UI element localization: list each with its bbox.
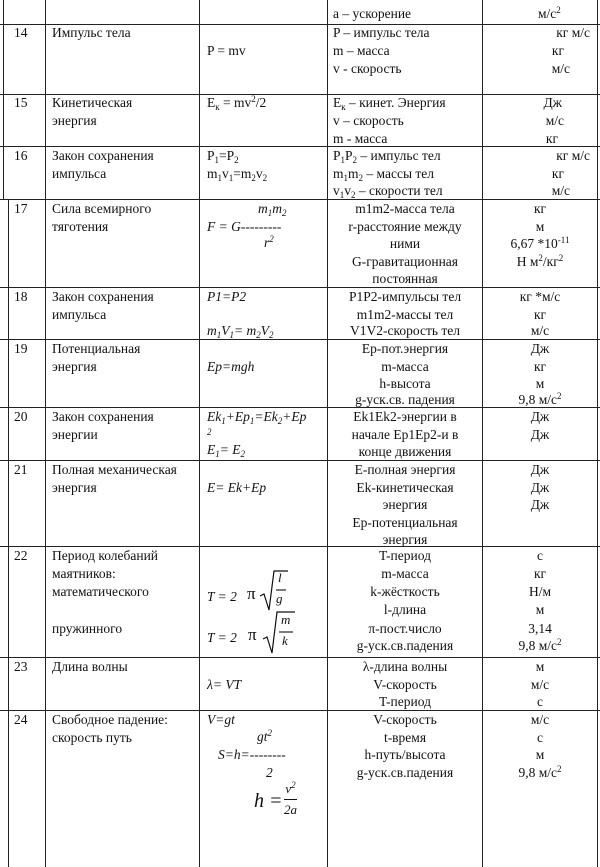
quantity-name: тяготения: [52, 219, 109, 234]
unit-text: 3,14: [528, 621, 552, 636]
var-text: P1P2-импульсы тел: [348, 289, 462, 304]
pi-symbol: π: [247, 584, 256, 603]
row-number: 21: [14, 462, 28, 477]
unit-text: м/с: [545, 113, 564, 128]
unit-text: кг: [551, 43, 564, 58]
unit-text: кг: [533, 566, 547, 581]
var-text: Ep-пот.энергия: [361, 341, 449, 356]
unit-text: м: [535, 376, 545, 391]
quantity-name: энергия: [52, 359, 97, 374]
var-text: h-путь/высота: [364, 747, 446, 762]
var-text: $P_1P_2$ – импульс тел: [333, 148, 441, 165]
formula-subscript: 2: [207, 427, 212, 437]
unit-text: с: [537, 548, 543, 563]
var-text: v - скорость: [333, 61, 402, 76]
unit-text: м/с: [551, 183, 570, 198]
var-text: h-высота: [379, 376, 431, 391]
var-text: P – импульс тела: [333, 25, 430, 40]
formula-text: V=gt: [207, 712, 235, 727]
formula-denominator: 2: [266, 765, 273, 780]
formula-denominator: $r^2$: [264, 234, 274, 250]
sqrt-sign: [262, 609, 296, 655]
quantity-name: маятников:: [52, 566, 116, 581]
var-text: Ep-потенциальная: [352, 515, 458, 530]
var-text: m - масса: [333, 131, 388, 146]
unit-text: Н/м: [528, 584, 552, 599]
quantity-name: Потенциальная: [52, 341, 141, 356]
sqrt-numerator: m: [281, 612, 291, 627]
var-text: π-пост.число: [368, 621, 442, 636]
var-text: g-уск.св. падения: [355, 392, 455, 407]
formula-text: P1=P2: [207, 289, 247, 304]
sqrt-denominator: k: [282, 633, 288, 648]
unit-text: Дж: [530, 480, 550, 495]
row-number: 14: [14, 25, 28, 40]
formula-text: Ep=mgh: [207, 359, 255, 374]
unit-text: 9,8 $м/с^2$: [518, 637, 562, 653]
unit-text: кг: [551, 166, 564, 181]
var-text: V-скорость: [373, 677, 437, 692]
var-text: E-полная энергия: [354, 462, 456, 477]
formula-text: S=h=--------: [218, 747, 286, 762]
unit-text: м/с: [530, 323, 550, 338]
var-text: Ek-кинетическая: [356, 480, 454, 495]
quantity-name: энергии: [52, 427, 98, 442]
unit-text: 9,8 $м/с^2$: [518, 764, 562, 780]
var-text: v – скорость: [333, 113, 404, 128]
unit-text: Н $м^2/кг^2$: [516, 253, 564, 269]
formula-text: $E_1= E_2$: [207, 442, 245, 459]
var-text: m-масса: [381, 566, 429, 581]
row-number: 15: [14, 95, 28, 110]
quantity-name: импульса: [52, 166, 107, 181]
var-text: энергия: [382, 532, 428, 547]
var-text: l-длина: [383, 602, 427, 617]
unit-text: 9,8 $м/с^2$: [518, 391, 562, 407]
quantity-name: Период колебаний: [52, 548, 159, 563]
sqrt-denominator: g: [276, 591, 283, 606]
row-number: 24: [14, 712, 28, 727]
quantity-name: Импульс тела: [52, 25, 131, 40]
var-text: Ek1Ek2-энергии в: [353, 409, 457, 424]
unit-text: кг м/с: [556, 25, 590, 40]
fraction-denominator: 2a: [284, 802, 297, 817]
formula-text: $P_1=P_2$: [207, 148, 239, 165]
var-text: t-время: [383, 730, 427, 745]
unit-text: $м/с^2$: [538, 5, 561, 21]
fraction-numerator: $v^2$: [285, 780, 296, 796]
var-text: m1m2-масса тела: [355, 201, 455, 216]
sqrt-numerator: l: [278, 570, 282, 585]
quantity-name: импульса: [52, 307, 107, 322]
unit-text: Дж: [530, 497, 550, 512]
quantity-name: Закон сохранения: [52, 148, 154, 163]
row-number: 17: [14, 201, 28, 216]
var-text: $E_к$ – кинет. Энергия: [333, 95, 446, 112]
unit-text: Дж: [530, 427, 550, 442]
unit-text: с: [537, 730, 543, 745]
unit-text: с: [537, 694, 543, 709]
var-text: V1V2-скорость тел: [350, 323, 460, 338]
formula-large: h =: [254, 790, 283, 812]
quantity-name: Сила всемирного: [52, 201, 152, 216]
unit-text: Дж: [530, 409, 550, 424]
unit-text: кг: [533, 359, 547, 374]
var-text: g-уск.св.падения: [356, 765, 454, 780]
var-text: конце движения: [358, 444, 452, 459]
formula-text: λ= VT: [207, 677, 242, 692]
formula-text: $Ek_1+Ep_1=Ek_2+Ep$: [207, 409, 307, 426]
row-number: 22: [14, 548, 28, 563]
unit-text: Дж: [530, 341, 550, 356]
formula-numerator: $m_1m_2$: [258, 201, 287, 218]
var-text: ними: [389, 236, 421, 251]
fraction-bar: [284, 799, 297, 800]
unit-text: кг: [533, 307, 547, 322]
var-text: T-период: [379, 694, 431, 709]
quantity-name: Свободное падение:: [52, 712, 168, 727]
quantity-name: математического: [52, 584, 149, 599]
var-text: V-скорость: [373, 712, 437, 727]
var-text: энергия: [382, 497, 428, 512]
pi-symbol: π: [248, 625, 257, 644]
unit-text: кг м/с: [556, 148, 590, 163]
unit-text: м/с: [530, 712, 550, 727]
unit-text: м/с: [530, 677, 550, 692]
row-number: 19: [14, 341, 28, 356]
formula-text: $m_1V_1= m_2V_2$: [207, 323, 274, 340]
var-text: a – ускорение: [333, 6, 412, 21]
var-text: m – масса: [333, 43, 390, 58]
sqrt-sign: [259, 568, 289, 612]
quantity-name: Длина волны: [52, 659, 128, 674]
var-text: начале Ep1Ep2-и в: [351, 427, 459, 442]
unit-text: м: [535, 219, 545, 234]
var-text: T-период: [379, 548, 431, 563]
formula-text: F = G---------: [207, 219, 282, 234]
quantity-name: Полная механическая: [52, 462, 177, 477]
unit-text: Дж: [530, 462, 550, 477]
formula-text: T = 2: [207, 630, 237, 645]
var-text: m1m2-массы тел: [356, 307, 454, 322]
formula-numerator: $gt^2$: [257, 728, 273, 744]
var-text: $v_1v_2$ – скорости тел: [333, 183, 443, 200]
formula-text: P = mv: [207, 43, 246, 58]
row-number: 18: [14, 289, 28, 304]
var-text: r-расстояние между: [348, 219, 462, 234]
formula-text: E= Ek+Ep: [207, 480, 267, 495]
var-text: G-гравитационная: [351, 254, 459, 269]
quantity-name: Закон сохранения: [52, 289, 154, 304]
quantity-name: энергия: [52, 113, 97, 128]
formula-text: $E_к = mv^2/2$: [207, 94, 267, 112]
quantity-name: Кинетическая: [52, 95, 133, 110]
row-number: 23: [14, 659, 28, 674]
unit-text: м/с: [551, 61, 570, 76]
unit-text: кг: [533, 201, 547, 216]
var-text: k-жёсткость: [370, 584, 440, 599]
quantity-name: пружинного: [52, 621, 123, 636]
row-number: 20: [14, 409, 28, 424]
unit-text: м: [535, 602, 545, 617]
unit-text: 6,67 $*10^{-11}$: [510, 235, 570, 251]
quantity-name: энергия: [52, 480, 97, 495]
var-text: g-уск.св.падения: [356, 638, 454, 653]
formula-text: $m_1v_1=m_2v_2$: [207, 166, 268, 183]
quantity-name: скорость путь: [52, 730, 132, 745]
unit-text: кг *м/с: [519, 289, 561, 304]
var-text: λ-длина волны: [362, 659, 448, 674]
var-text: m-масса: [381, 359, 429, 374]
var-text: $m_1m_2$ – массы тел: [333, 166, 435, 183]
unit-text: кг: [545, 131, 558, 146]
unit-text: м: [535, 747, 545, 762]
quantity-name: Закон сохранения: [52, 409, 154, 424]
unit-text: Дж: [543, 95, 562, 110]
var-text: постоянная: [372, 271, 438, 286]
row-number: 16: [14, 148, 28, 163]
formula-fraction: [284, 781, 297, 818]
formula-text: T = 2: [207, 589, 237, 604]
unit-text: м: [535, 659, 545, 674]
